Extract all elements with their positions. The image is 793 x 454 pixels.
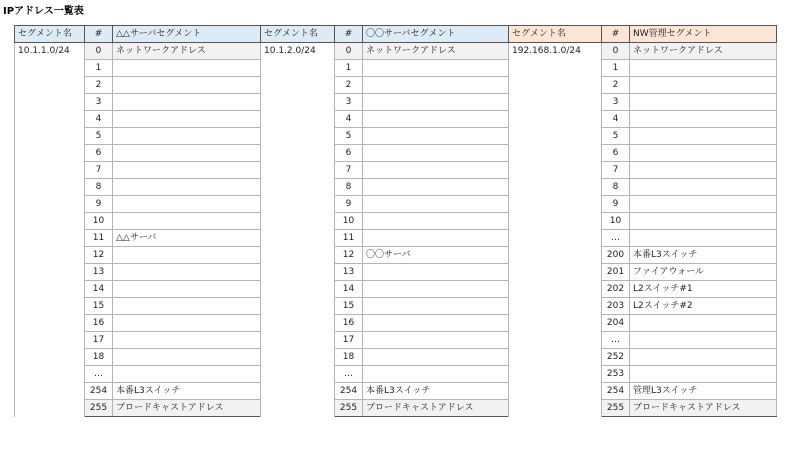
host-label[interactable] — [630, 315, 777, 332]
host-number: 4 — [85, 111, 113, 128]
host-number: 1 — [85, 60, 113, 77]
host-number: 7 — [602, 162, 630, 179]
host-label[interactable] — [630, 196, 777, 213]
header-segment-label: NW管理セグメント — [630, 26, 777, 43]
segment-address: 192.168.1.0/24 — [509, 43, 602, 417]
host-label[interactable]: ブロードキャストアドレス — [630, 400, 777, 417]
host-number: 204 — [602, 315, 630, 332]
host-label[interactable]: 本番L3スイッチ — [363, 383, 509, 400]
host-label[interactable] — [363, 298, 509, 315]
host-number: 16 — [85, 315, 113, 332]
host-number: … — [602, 332, 630, 349]
header-segment-label: △△サーバセグメント — [113, 26, 261, 43]
host-number: 13 — [335, 264, 363, 281]
header-row — [15, 26, 261, 43]
host-label[interactable]: ブロードキャストアドレス — [363, 400, 509, 417]
host-label[interactable] — [363, 94, 509, 111]
host-label[interactable] — [363, 128, 509, 145]
host-label[interactable] — [630, 128, 777, 145]
page-title: IPアドレス一覧表 — [3, 6, 84, 17]
host-label[interactable] — [113, 60, 261, 77]
host-label[interactable] — [113, 213, 261, 230]
host-label[interactable]: ファイアウォール — [630, 264, 777, 281]
host-number: 2 — [85, 77, 113, 94]
host-number: 18 — [85, 349, 113, 366]
host-number: 12 — [85, 247, 113, 264]
host-number: 7 — [335, 162, 363, 179]
host-number: 254 — [602, 383, 630, 400]
host-label[interactable] — [363, 315, 509, 332]
host-label[interactable] — [113, 145, 261, 162]
host-number: 15 — [85, 298, 113, 315]
host-number: 3 — [602, 94, 630, 111]
host-number: 16 — [335, 315, 363, 332]
host-number: 254 — [335, 383, 363, 400]
host-label[interactable] — [630, 332, 777, 349]
host-number: 6 — [335, 145, 363, 162]
host-label[interactable] — [630, 60, 777, 77]
host-label[interactable] — [630, 94, 777, 111]
table-row — [509, 43, 777, 60]
header-row — [509, 26, 777, 43]
host-label[interactable]: 〇〇サーバ — [363, 247, 509, 264]
host-number: 2 — [602, 77, 630, 94]
host-label[interactable] — [363, 179, 509, 196]
host-label[interactable] — [113, 264, 261, 281]
host-number: 8 — [335, 179, 363, 196]
host-number: 10 — [335, 213, 363, 230]
header-segment-name: セグメント名 — [261, 26, 335, 43]
host-label[interactable] — [113, 366, 261, 383]
host-label[interactable] — [363, 145, 509, 162]
host-label[interactable]: ネットワークアドレス — [113, 43, 261, 60]
host-label[interactable] — [363, 60, 509, 77]
host-number: 255 — [602, 400, 630, 417]
table-row — [261, 43, 509, 60]
host-number: 200 — [602, 247, 630, 264]
header-segment-name: セグメント名 — [509, 26, 602, 43]
host-number: 4 — [335, 111, 363, 128]
host-number: … — [602, 230, 630, 247]
host-label[interactable] — [630, 230, 777, 247]
host-label[interactable]: ブロードキャストアドレス — [113, 400, 261, 417]
host-number: 10 — [85, 213, 113, 230]
host-label[interactable] — [363, 77, 509, 94]
header-segment-name: セグメント名 — [15, 26, 85, 43]
header-segment-label: 〇〇サーバセグメント — [363, 26, 509, 43]
segment-table-1 — [14, 25, 261, 417]
host-number: 2 — [335, 77, 363, 94]
host-number: 13 — [85, 264, 113, 281]
host-label[interactable] — [113, 247, 261, 264]
host-label[interactable] — [113, 349, 261, 366]
host-label[interactable] — [113, 162, 261, 179]
host-label[interactable]: ネットワークアドレス — [363, 43, 509, 60]
host-number: 201 — [602, 264, 630, 281]
host-number: 202 — [602, 281, 630, 298]
host-number: 254 — [85, 383, 113, 400]
host-number: 14 — [335, 281, 363, 298]
host-label[interactable] — [113, 281, 261, 298]
header-number: # — [335, 26, 363, 43]
host-label[interactable]: ネットワークアドレス — [630, 43, 777, 60]
host-number: 12 — [335, 247, 363, 264]
host-number: 255 — [335, 400, 363, 417]
host-label[interactable] — [113, 196, 261, 213]
segment-table-2 — [260, 25, 509, 417]
host-label[interactable] — [363, 162, 509, 179]
host-number: 0 — [602, 43, 630, 60]
host-label[interactable] — [630, 111, 777, 128]
host-label[interactable] — [113, 77, 261, 94]
host-label[interactable] — [363, 230, 509, 247]
header-number: # — [602, 26, 630, 43]
host-number: 17 — [85, 332, 113, 349]
host-label[interactable] — [363, 332, 509, 349]
host-label[interactable] — [113, 111, 261, 128]
host-label[interactable] — [630, 179, 777, 196]
host-label[interactable]: 本番L3スイッチ — [630, 247, 777, 264]
host-number: 203 — [602, 298, 630, 315]
segment-address: 10.1.2.0/24 — [261, 43, 335, 417]
host-label[interactable] — [363, 196, 509, 213]
host-number: 5 — [335, 128, 363, 145]
host-label[interactable] — [363, 281, 509, 298]
host-label[interactable]: L2スイッチ#1 — [630, 281, 777, 298]
segment-table-3 — [508, 25, 777, 417]
host-label[interactable]: 管理L3スイッチ — [630, 383, 777, 400]
header-row — [261, 26, 509, 43]
host-number: … — [85, 366, 113, 383]
header-number: # — [85, 26, 113, 43]
host-label[interactable] — [363, 264, 509, 281]
host-label[interactable] — [630, 213, 777, 230]
host-number: 3 — [335, 94, 363, 111]
host-label[interactable] — [630, 77, 777, 94]
host-label[interactable]: △△サーバ — [113, 230, 261, 247]
host-number: 8 — [602, 179, 630, 196]
table-row — [15, 43, 261, 60]
host-label[interactable] — [113, 298, 261, 315]
host-label[interactable] — [113, 315, 261, 332]
host-number: … — [335, 366, 363, 383]
host-number: 255 — [85, 400, 113, 417]
host-number: 9 — [85, 196, 113, 213]
host-number: 9 — [602, 196, 630, 213]
host-number: 5 — [602, 128, 630, 145]
host-label[interactable] — [113, 332, 261, 349]
host-label[interactable] — [630, 366, 777, 383]
host-number: 252 — [602, 349, 630, 366]
host-label[interactable] — [363, 111, 509, 128]
host-label[interactable] — [363, 366, 509, 383]
host-number: 18 — [335, 349, 363, 366]
host-label[interactable] — [113, 179, 261, 196]
host-number: 6 — [85, 145, 113, 162]
host-number: 0 — [85, 43, 113, 60]
host-number: 1 — [335, 60, 363, 77]
host-number: 11 — [335, 230, 363, 247]
host-number: 4 — [602, 111, 630, 128]
host-label[interactable] — [113, 94, 261, 111]
host-number: 9 — [335, 196, 363, 213]
host-number: 253 — [602, 366, 630, 383]
host-number: 3 — [85, 94, 113, 111]
host-number: 5 — [85, 128, 113, 145]
host-label[interactable]: 本番L3スイッチ — [113, 383, 261, 400]
host-label[interactable] — [630, 349, 777, 366]
host-number: 10 — [602, 213, 630, 230]
host-number: 1 — [602, 60, 630, 77]
host-label[interactable]: L2スイッチ#2 — [630, 298, 777, 315]
host-label[interactable] — [363, 213, 509, 230]
host-number: 17 — [335, 332, 363, 349]
host-number: 11 — [85, 230, 113, 247]
host-number: 0 — [335, 43, 363, 60]
segment-address: 10.1.1.0/24 — [15, 43, 85, 417]
host-number: 6 — [602, 145, 630, 162]
host-label[interactable] — [630, 145, 777, 162]
host-number: 7 — [85, 162, 113, 179]
host-label[interactable] — [363, 349, 509, 366]
host-label[interactable] — [113, 128, 261, 145]
host-number: 15 — [335, 298, 363, 315]
host-label[interactable] — [630, 162, 777, 179]
host-number: 8 — [85, 179, 113, 196]
host-number: 14 — [85, 281, 113, 298]
